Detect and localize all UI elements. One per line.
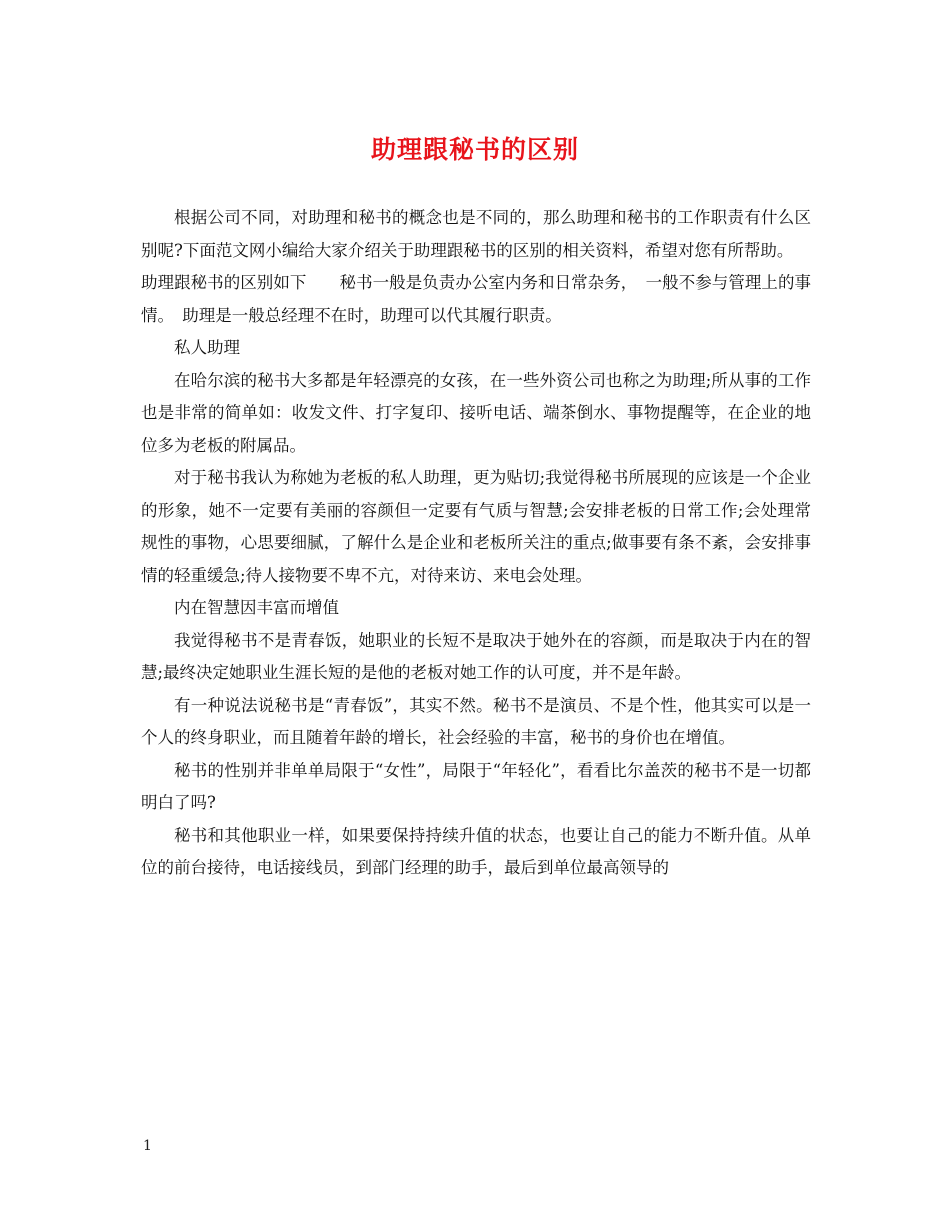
document-title: 助理跟秘书的区别 [370, 135, 579, 164]
paragraph: 在哈尔滨的秘书大多都是年轻漂亮的女孩，在一些外资公司也称之为助理;所从事的工作也是非常的简单如：收发文件、打字复印、接听电话、端茶倒水、事物提醒等，在企业的地位多为老板的附属品。 [141, 370, 811, 455]
paragraph: 有一种说法说秘书是“青春饭”，其实不然。秘书不是演员、不是个性，他其实可以是一个人的终身职业，而且随着年龄的增长，社会经验的丰富，秘书的身价也在增值。 [141, 695, 811, 747]
page-number: 1 [143, 1138, 152, 1154]
section-heading: 内在智慧因丰富而增值 [174, 598, 339, 617]
paragraph: 秘书的性别并非单单局限于“女性”，局限于“年轻化”，看看比尔盖茨的秘书不是一切都明白了吗? [141, 760, 811, 812]
paragraph: 助理跟秘书的区别如下 秘书一般是负责办公室内务和日常杂务， 一般不参与管理上的事情。 助理是一般总经理不在时，助理可以代其履行职责。 [141, 273, 811, 325]
section-heading: 私人助理 [174, 338, 240, 357]
document-body [141, 202, 811, 885]
paragraph: 对于秘书我认为称她为老板的私人助理，更为贴切;我觉得秘书所展现的应该是一个企业的形象，她不一定要有美丽的容颜但一定要有气质与智慧;会安排老板的日常工作;会处理常规性的事物，心思要细腻，了解什么是企业和老板所关注的重点;做事要有条不紊，会安排事情的轻重缓急;待人接物要不卑不亢，对待来访、来电会处理。 [141, 468, 811, 585]
paragraph: 秘书和其他职业一样，如果要保持持续升值的状态，也要让自己的能力不断升值。从单位的前台接待，电话接线员，到部门经理的助手，最后到单位最高领导的 [141, 825, 811, 877]
paragraph: 根据公司不同，对助理和秘书的概念也是不同的，那么助理和秘书的工作职责有什么区别呢?下面范文网小编给大家介绍关于助理跟秘书的区别的相关资料，希望对您有所帮助。 [141, 208, 811, 260]
paragraph: 我觉得秘书不是青春饭，她职业的长短不是取决于她外在的容颜，而是取决于内在的智慧;最终决定她职业生涯长短的是他的老板对她工作的认可度，并不是年龄。 [141, 630, 811, 682]
